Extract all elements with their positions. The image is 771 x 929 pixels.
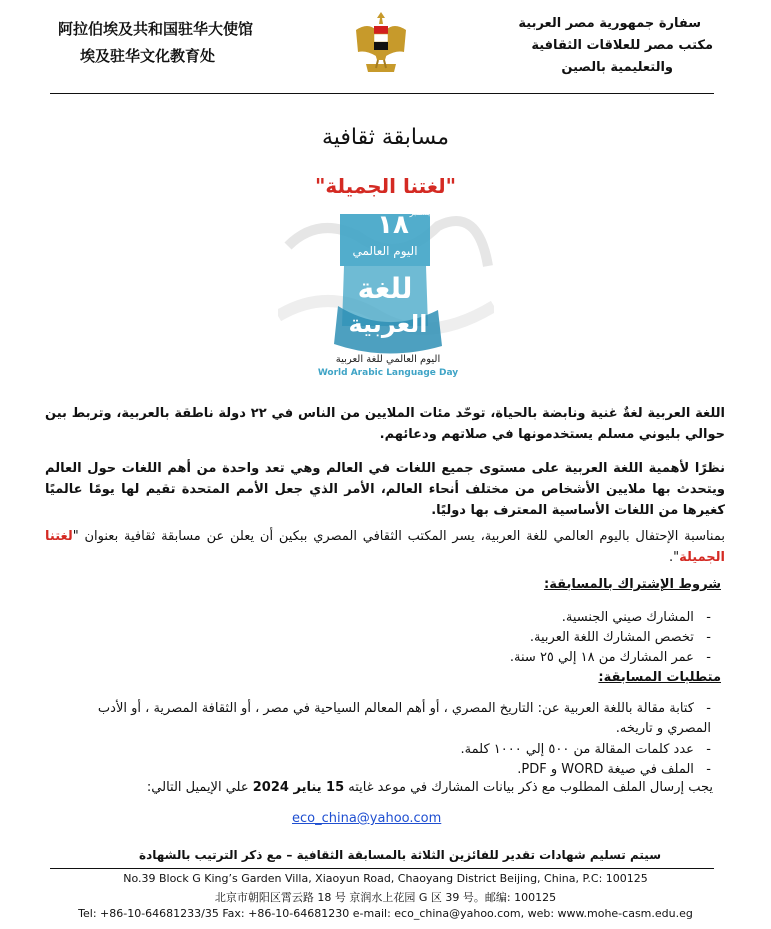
- submission-text-after: علي الإيميل التالي:: [146, 780, 249, 795]
- submission-deadline: 15 يناير 2024: [252, 780, 345, 795]
- requirements-heading: متطلبات المسابقة:: [598, 670, 721, 685]
- poster-date-day: ١٨: [377, 210, 409, 240]
- header-chinese-embassy: 阿拉伯埃及共和国驻华大使馆: [58, 20, 254, 38]
- footer-divider: [50, 868, 714, 869]
- conditions-item: - المشارك صيني الجنسية.: [561, 610, 711, 625]
- poster-caption-arabic: اليوم العالمي للغة العربية: [335, 354, 441, 365]
- condition-text: عمر المشارك من ١٨ إلي ٢٥ سنة.: [509, 650, 694, 665]
- requirements-item: - كتابة مقالة باللغة العربية عن: التاريخ المصري ، أو أهم المعالم السياحية في مصر ، أو الثقافة المصرية ، أو الأدب المصري و تاريخه.: [97, 701, 711, 736]
- poster-line2: للغة: [357, 272, 413, 305]
- footer-contacts: Tel: +86-10-64681233/35 Fax: +86-10-64681230 e-mail: eco_china@yahoo.com, web: www.mohe-casm.edu.eg: [78, 907, 693, 920]
- page-title: مسابقة ثقافية: [321, 125, 450, 150]
- header-arabic-office: مكتب مصر للعلاقات الثقافية: [531, 38, 713, 53]
- world-arabic-language-day-poster: [278, 206, 494, 386]
- submission-text-before: يجب إرسال الملف المطلوب مع ذكر بيانات المشارك في موعد غايته: [348, 780, 713, 795]
- header-arabic-office-line3: والتعليمية بالصين: [561, 60, 673, 75]
- requirement-text: الملف في صيغة WORD و PDF.: [517, 762, 694, 777]
- poster-line1: اليوم العالمي: [352, 244, 418, 258]
- requirement-text: عدد كلمات المقالة من ٥٠٠ إلي ١٠٠٠ كلمة.: [460, 742, 694, 757]
- conditions-heading: شروط الإشتراك بالمسابقة:: [544, 577, 721, 592]
- conditions-item: - عمر المشارك من ١٨ إلي ٢٥ سنة.: [509, 650, 711, 665]
- requirements-item: - عدد كلمات المقالة من ٥٠٠ إلي ١٠٠٠ كلمة.: [460, 742, 711, 757]
- requirement-text: كتابة مقالة باللغة العربية عن: التاريخ المصري ، أو أهم المعالم السياحية في مصر ، أو الثقافة المصرية ، أو الأدب المصري و تاريخه.: [97, 701, 711, 736]
- header-arabic-embassy: سفارة جمهورية مصر العربية: [518, 16, 701, 31]
- page-subtitle: "لغتنا الجميلة": [314, 174, 457, 198]
- footer-address-chinese: 北京市朝阳区霄云路 18 号 京润水上花园 G 区 39 号。邮编: 100125: [214, 891, 557, 904]
- header-chinese-office: 埃及驻华文化教育处: [80, 47, 216, 65]
- submission-instructions: [53, 780, 713, 795]
- poster-line3: العربية: [348, 310, 428, 338]
- eagle-of-saladin-emblem-icon: [352, 8, 410, 82]
- condition-text: المشارك صيني الجنسية.: [561, 610, 694, 625]
- footer-address-english: No.39 Block G King’s Garden Villa, Xiaoyun Road, Chaoyang District Beijing, China, P.C: 100125: [123, 872, 648, 885]
- announcement-text: بمناسبة الإحتفال باليوم العالمي للغة العربية، يسر المكتب الثقافي المصري ببكين أن يعلن عن مسابقة ثقافية بعنوان ": [72, 529, 725, 544]
- announcement-end: ".: [668, 550, 680, 565]
- announcement-paragraph: [45, 526, 725, 568]
- header-divider: [50, 93, 714, 94]
- requirements-item: - الملف في صيغة WORD و PDF.: [517, 762, 711, 777]
- poster-date-month: ديسمبر: [409, 208, 434, 217]
- condition-text: تخصص المشارك اللغة العربية.: [529, 630, 694, 645]
- poster-caption-english: World Arabic Language Day: [317, 368, 459, 378]
- contact-email-link[interactable]: eco_china@yahoo.com: [292, 811, 442, 826]
- closing-note: سيتم تسليم شهادات تقدير للفائزين الثلاثة بالمسابقة الثقافية – مع ذكر الترتيب بالشهادة: [138, 848, 661, 862]
- announcement-highlight: لغتنا الجميلة: [45, 529, 725, 565]
- intro-paragraph: اللغة العربية لغةٌ غنية ونابضة بالحياة، توحّد مئات الملايين من الناس في ٢٢ دولة ناطقة بالعربية، وتربط بين حوالي بليوني مسلم يستخدمونها في صلاتهم ودعائهم.: [45, 406, 725, 442]
- conditions-item: - تخصص المشارك اللغة العربية.: [529, 630, 711, 645]
- importance-paragraph: نظرًا لأهمية اللغة العربية على مستوى جميع اللغات في العالم وهي تعد واحدة من أهم اللغات حول العالم ويتحدث بها ملايين الأشخاص من مختلف أنحاء العالم، الأمر الذي جعل الأمم المتحدة تقيم لها يومًا عالميًا كغيرها من اللغات الأساسية المعترف بها دوليًا.: [45, 461, 725, 518]
